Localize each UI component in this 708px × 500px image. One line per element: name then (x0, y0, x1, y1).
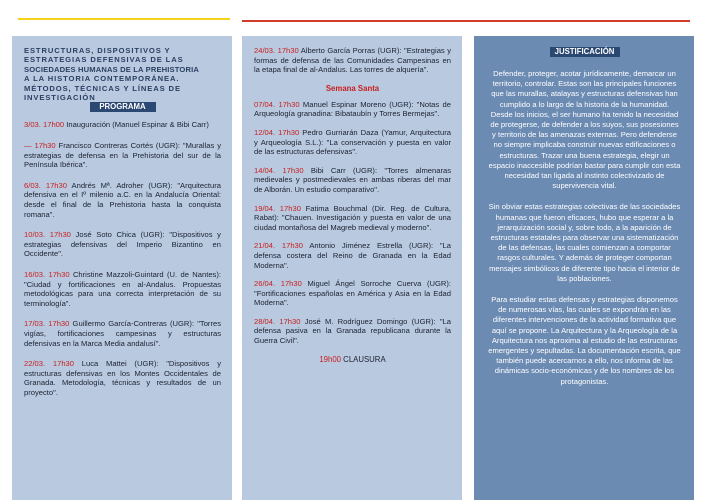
clausura: 19h00 CLAUSURA (319, 354, 386, 364)
program-entry (254, 241, 451, 270)
entry-date: 3/03. 17h00 (24, 120, 65, 130)
entry-date: 07/04. 17h30 (254, 99, 300, 109)
entry-date: 19/04. 17h30 (254, 203, 301, 213)
entry-date: 28/04. 17h30 (254, 316, 301, 326)
entry-text: Guillermo García-Contreras (UGR): "Torres vigías, fortificaciones campesinas y estructuras defensivas en la Marca Media andalusí". (24, 319, 221, 348)
program-entry (254, 279, 451, 308)
semana-santa-label: Semana Santa (325, 83, 380, 93)
entry-text: Manuel Espinar Moreno (UGR): "Notas de Arqueología granadina: Bibataubín y Torres Bermejas". (254, 99, 451, 119)
entry-date: 10/03. 17h30 (24, 230, 71, 240)
entry-text: Pedro Gurriarán Daza (Yamur, Arquitectura y Arqueología S.L.): "La conservación y puesta en valor de las estructuras defensivas". (254, 127, 451, 157)
justification-paragraph: Defender, proteger, acotar jurídicamente, demarcar un territorio, controlar. Estas son las principales funciones que las murallas, atalayas y estructuras defensivas han cumplido a lo largo de la historia de la humanidad. Desde los inicios, el ser humano ha tenido la necesidad de protegerse, de defender a los suyos, sus posesiones y territorio de las amenazas externas. Pero defenderse no siempre implicaba construir nuevas edificaciones o estructuras. Trazar una buena estrategia, elegir un espacio inaccesible podrían bastar para cumplir con esta necesidad tan ligada al instinto colectivizado de supervivencia vital. (488, 69, 681, 191)
program-entry (24, 141, 221, 170)
program-entry (254, 317, 451, 346)
program-entry (254, 166, 451, 195)
program-entries-top (254, 46, 451, 75)
justification-paragraph: Para estudiar estas defensas y estrategias disponemos de numerosas vías, las cuales se expondrán en las diferentes intervenciones de la actividad formativa que aquí se propone. La Arquitectura y la Arqueología de la Arquitectura nos aproxima al estudio de las estructuras emergentes y sepultadas. La documentación escrita, que también puede acercarnos a ello, nos informa de las dinámicas socio-económicas y de los nombres de los protagonistas. (488, 295, 681, 386)
justification-paragraph: Sin obviar estas estrategias colectivas de las sociedades humanas que fueron eficaces, hubo que esperar a la jerarquización social y, sobre todo, a la aparición de estructuras estatales para observar una sistematización de las defensas, las cuales comienzan a comportar rasgos culturales. Y además de proteger comportan mensajes simbólicos de diferente tipo hacia el interior de las poblaciones. (488, 202, 681, 283)
entry-text: José Soto Chica (UGR): "Dispositivos y estrategias defensivas del Imperio Bizantino en Occidente". (24, 230, 221, 259)
entry-text: Bibi Carr (UGR): "Torres almenaras medievales y postmedievales en ambas riberas del mar de Alborán. Un estudio comparativo". (254, 165, 451, 194)
program-entry (254, 204, 451, 233)
entry-date: 24/03. 17h30 (254, 46, 299, 55)
justification-text (486, 69, 683, 387)
top-rule-red (242, 20, 690, 22)
program-entry (254, 100, 451, 119)
programa-label: PROGRAMA (90, 102, 156, 112)
entry-text: José M. Rodríguez Domingo (UGR): "La defensa pasiva en la Granada republicana durante la Guerra Civil". (254, 316, 451, 346)
program-column-1 (12, 36, 232, 500)
entry-text: Miguel Ángel Sorroche Cuerva (UGR): "Fortificaciones españolas en América y Asia en la Edad Moderna". (254, 279, 451, 308)
program-entry (254, 46, 451, 75)
entry-date: 22/03. 17h30 (24, 359, 74, 369)
program-entry (24, 230, 221, 259)
entry-text: Christine Mazzoli-Guintard (U. de Nantes): "Ciudad y fortificaciones en al-Andalus. Propuestas metodológicas para una correcta interpretación de su terminología". (24, 269, 221, 308)
entry-date: 26/04. 17h30 (254, 279, 302, 289)
entry-text: Fatima Bouchmal (Dir. Reg. de Cultura, Rabat): "Chauen. Investigación y puesta en valor de una ciudad montañosa del Magreb medieval y moderno". (254, 203, 451, 232)
entry-text: Alberto García Porras (UGR): "Estrategias y formas de defensa de las Comunidades Campesinas en la etapa final de al-Andalus. Las torres de alquería". (254, 46, 452, 75)
entry-date: 21/04. 17h30 (254, 241, 304, 251)
program-entries-april (254, 100, 451, 346)
entry-date: 6/03. 17h30 (24, 180, 67, 190)
course-title: ESTRUCTURAS, DISPOSITIVOS Y ESTRATEGIAS DEFENSIVAS DE LAS SOCIEDADES HUMANAS DE LA PREHISTORIA A LA HISTORIA CONTEMPORÁNEA. MÉTODOS, TÉCNICAS Y LÍNEAS DE INVESTIGACIÓN (24, 46, 200, 103)
entry-date: 17/03. 17h30 (24, 319, 70, 329)
program-entry (24, 270, 221, 308)
entry-text: Andrés Mª. Adroher (UGR): "Arquitectura defensiva en el Iº milenio a.C. en la Andalucía Oriental: desde el final de la Prehistoria hasta la conquista romana". (24, 180, 221, 219)
program-entry (24, 359, 221, 397)
program-entry (24, 120, 221, 130)
entry-text: Francisco Contreras Cortés (UGR): "Murallas y estrategias de defensa en la Prehistoria del sur de la Península Ibérica". (24, 141, 221, 170)
entry-date: 14/04. 17h30 (254, 165, 304, 175)
entry-date: 16/03. 17h30 (24, 269, 70, 279)
entry-text: Inauguración (Manuel Espinar & Bibi Carr) (64, 120, 209, 130)
top-rule-yellow (18, 18, 230, 20)
program-entries (24, 120, 221, 397)
justification-column (474, 36, 694, 500)
program-entry (254, 128, 451, 157)
entry-date: — 17h30 (24, 141, 56, 151)
program-column-2 (242, 36, 462, 500)
justificacion-label: JUSTIFICACIÓN (550, 47, 620, 57)
entry-text: Antonio Jiménez Estrella (UGR): "La defensa costera del Reino de Granada en la Edad Moderna". (254, 241, 452, 270)
entry-date: 12/04. 17h30 (254, 127, 300, 137)
entry-text: Luca Mattei (UGR): "Dispositivos y estructuras defensivas en los Montes Occidentales de Granada. Metodología, técnicas y resultados de un proyecto". (24, 359, 221, 397)
program-entry (24, 181, 221, 219)
program-entry (24, 319, 221, 348)
